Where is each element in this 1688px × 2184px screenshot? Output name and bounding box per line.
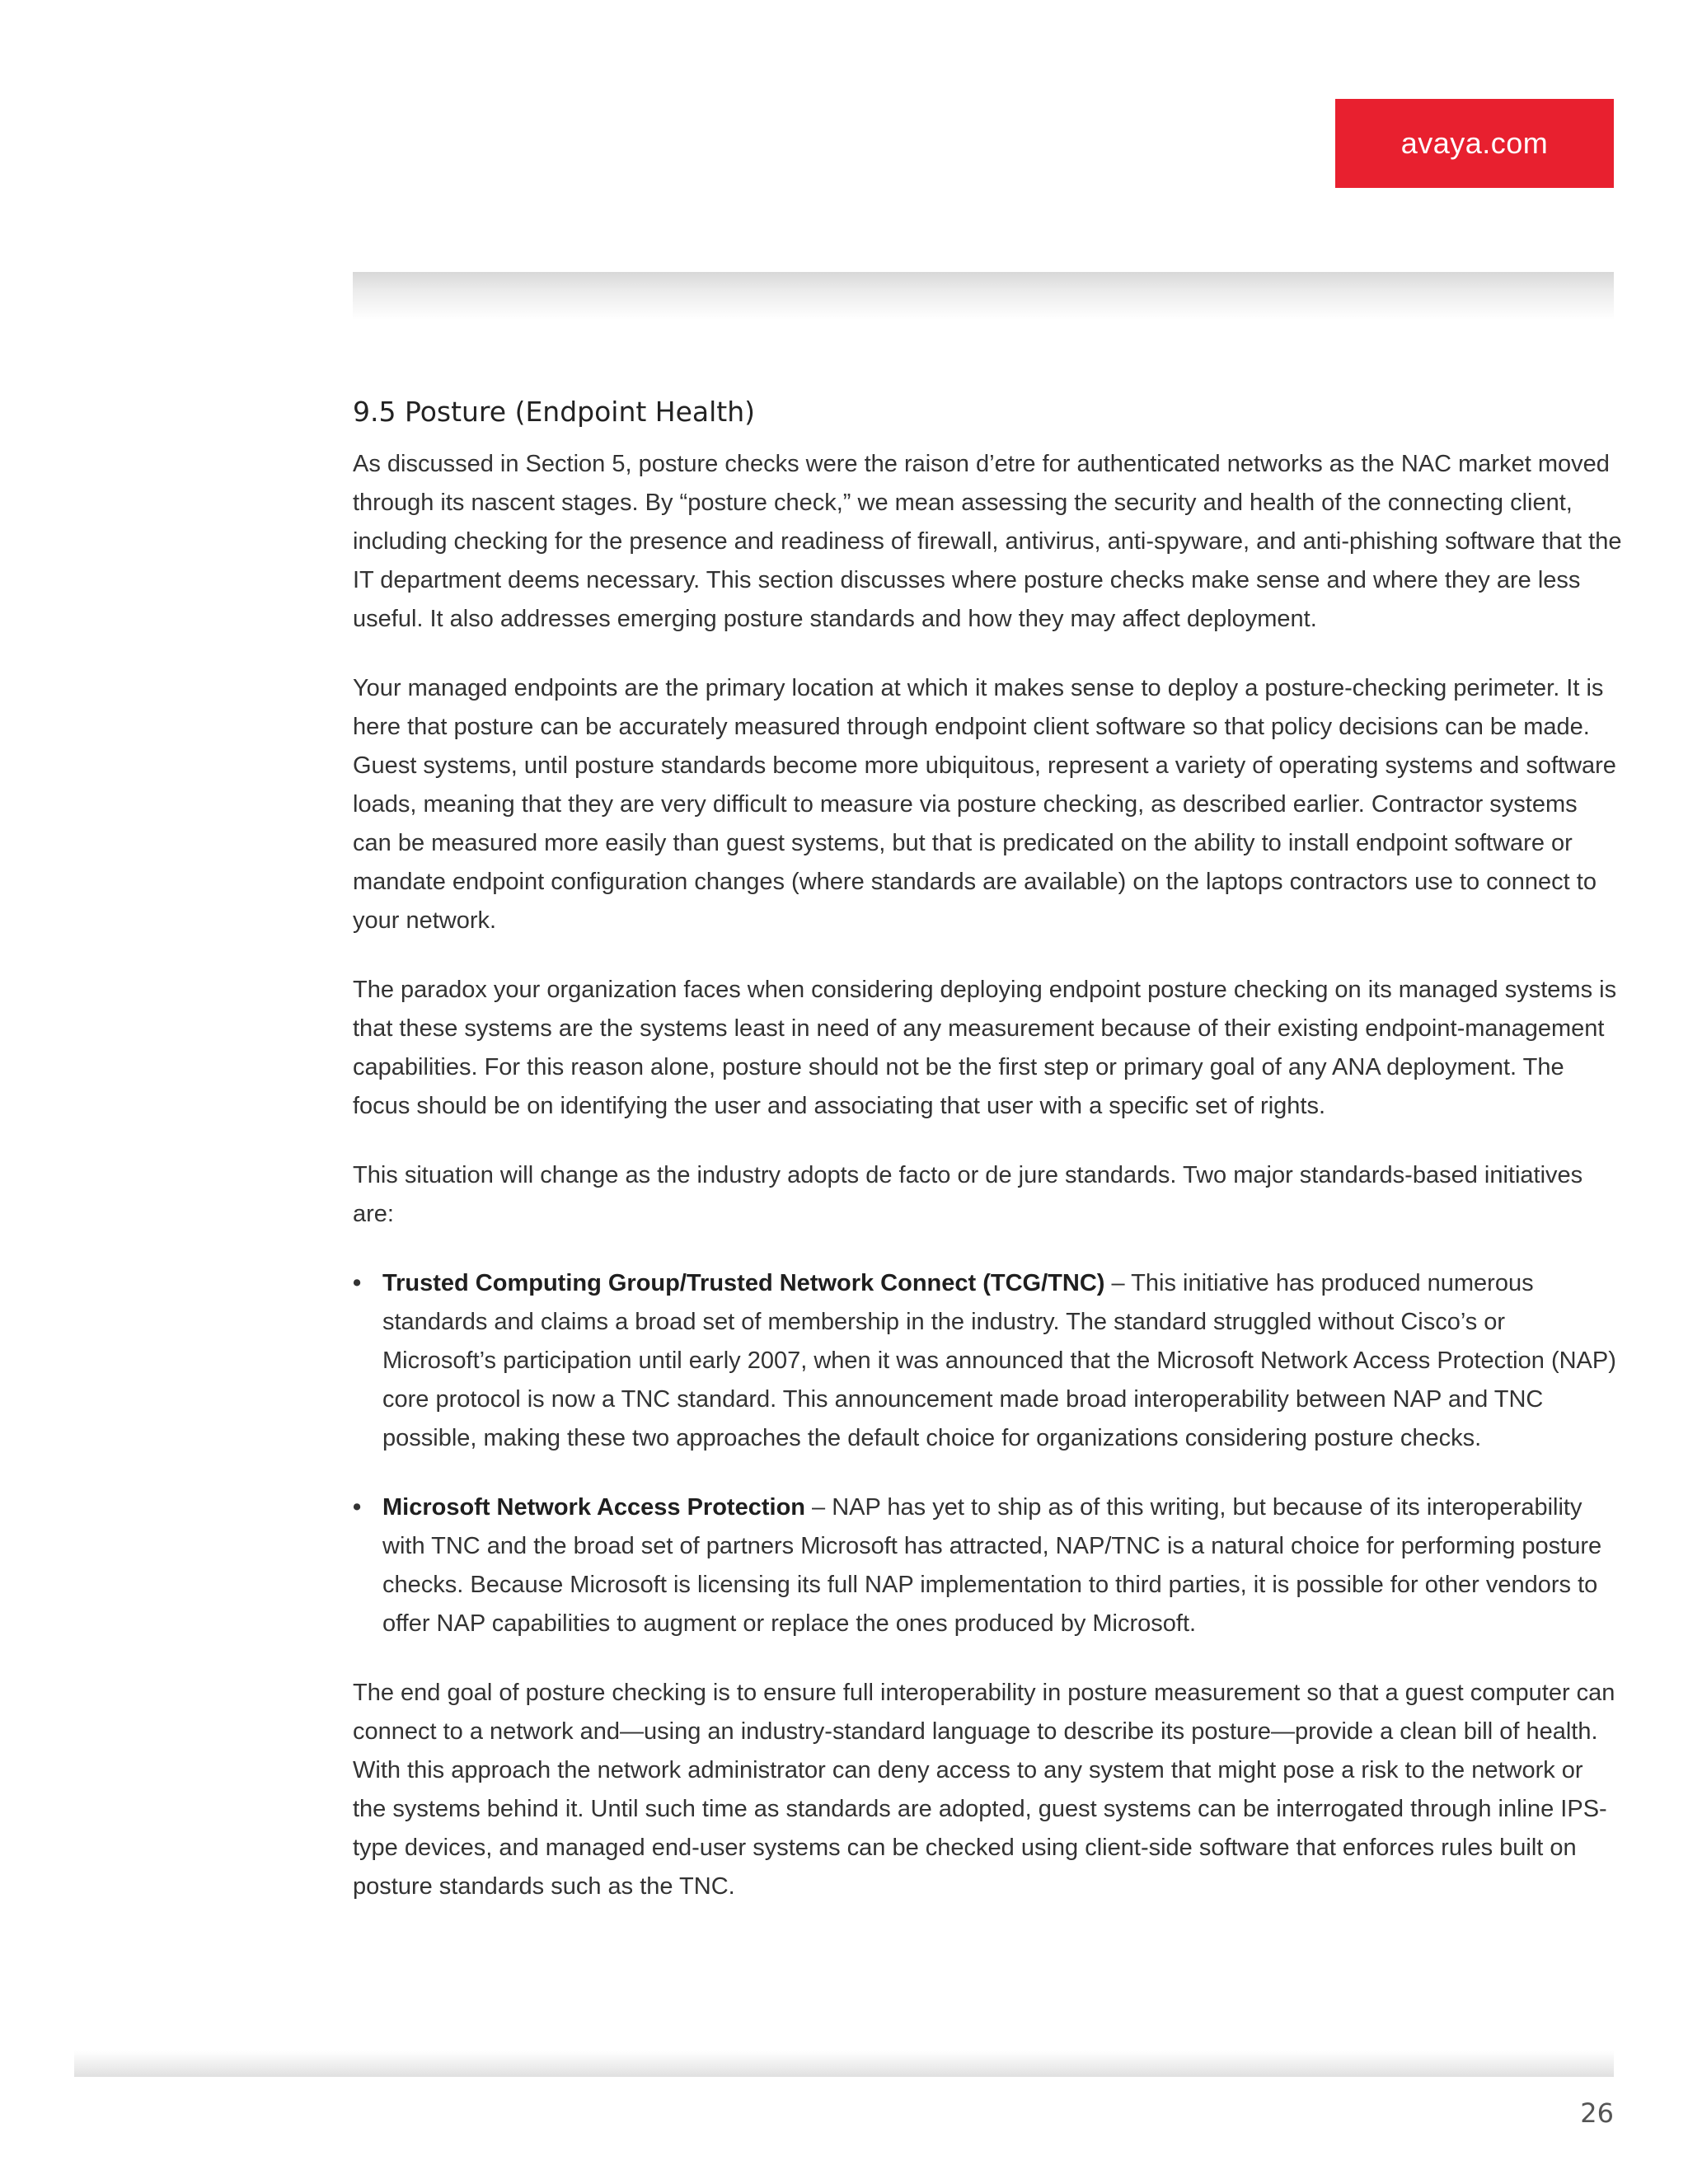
page-number: 26 — [1580, 2097, 1614, 2129]
paragraph: This situation will change as the industry adopts de facto or de jure standards. Two major standards-based initiatives are: — [353, 1162, 1583, 1227]
initiatives-list — [353, 1264, 1622, 1643]
list-item-term: Microsoft Network Access Protection — [382, 1494, 805, 1521]
bullet-icon: • — [353, 1270, 362, 1296]
list-item — [353, 1264, 1622, 1458]
section-title: 9.5 Posture (Endpoint Health) — [353, 396, 756, 428]
paragraph: As discussed in Section 5, posture checks were the raison d’etre for authenticated networks as the NAC market moved through its nascent stages. By “posture check,” we mean assessing the security and health of the connecting client, including checking for the presence and readiness of firewall, antivirus, anti-spyware, and anti-phishing software that the IT department deems necessary. This section discusses where posture checks make sense and where they are less useful. It also addresses emerging posture standards and how they may affect deployment. — [353, 451, 1622, 632]
footer-divider-band — [74, 2050, 1614, 2077]
list-item — [353, 1488, 1622, 1643]
list-item-text: – This initiative has produced numerous standards and claims a broad set of membership in the industry. The standard struggled without Cisco’s or Microsoft’s participation until early 2007, when it was announced that the Microsoft Network Access Protection (NAP) core protocol is now a TNC standard. This announcement made broad interoperability between NAP and TNC possible, making these two approaches the default choice for organizations considering posture checks. — [382, 1270, 1616, 1451]
paragraph: The paradox your organization faces when considering deploying endpoint posture checking on its managed systems is that these systems are the systems least in need of any measurement because of their existing endpoint-management capabilities. For this reason alone, posture should not be the first step or primary goal of any ANA deployment. The focus should be on identifying the user and associating that user with a specific set of rights. — [353, 977, 1617, 1119]
section-content — [353, 394, 1622, 1937]
list-item-term: Trusted Computing Group/Trusted Network Connect (TCG/TNC) — [382, 1270, 1105, 1296]
header-divider-band — [353, 272, 1614, 320]
closing-paragraph: The end goal of posture checking is to ensure full interoperability in posture measurement so that a guest computer can connect to a network and—using an industry-standard language to describe its posture—provide a clean bill of health. With this approach the network administrator can deny access to any system that might pose a risk to the network or the systems behind it. Until such time as standards are adopted, guest systems can be interrogated through inline IPS-type devices, and managed end-user systems can be checked using client-side software that enforces rules built on posture standards such as the TNC. — [353, 1680, 1615, 1900]
paragraph: Your managed endpoints are the primary location at which it makes sense to deploy a posture-checking perimeter. It is here that posture can be accurately measured through endpoint client software so that policy decisions can be made. Guest systems, until posture standards become more ubiquitous, represent a variety of operating systems and software loads, meaning that they are very difficult to measure via posture checking, as described earlier. Contractor systems can be measured more easily than guest systems, but that is predicated on the ability to install endpoint software or mandate endpoint configuration changes (where standards are available) on the laptops contractors use to connect to your network. — [353, 675, 1616, 934]
bullet-icon: • — [353, 1494, 362, 1521]
avaya-link[interactable]: avaya.com — [1335, 99, 1614, 188]
list-item-text: – NAP has yet to ship as of this writing, but because of its interoperability with TNC and the broad set of partners Microsoft has attracted, NAP/TNC is a natural choice for performing posture checks. Because Microsoft is licensing its full NAP implementation to third parties, it is possible for other vendors to offer NAP capabilities to augment or replace the ones produced by Microsoft. — [382, 1494, 1602, 1637]
